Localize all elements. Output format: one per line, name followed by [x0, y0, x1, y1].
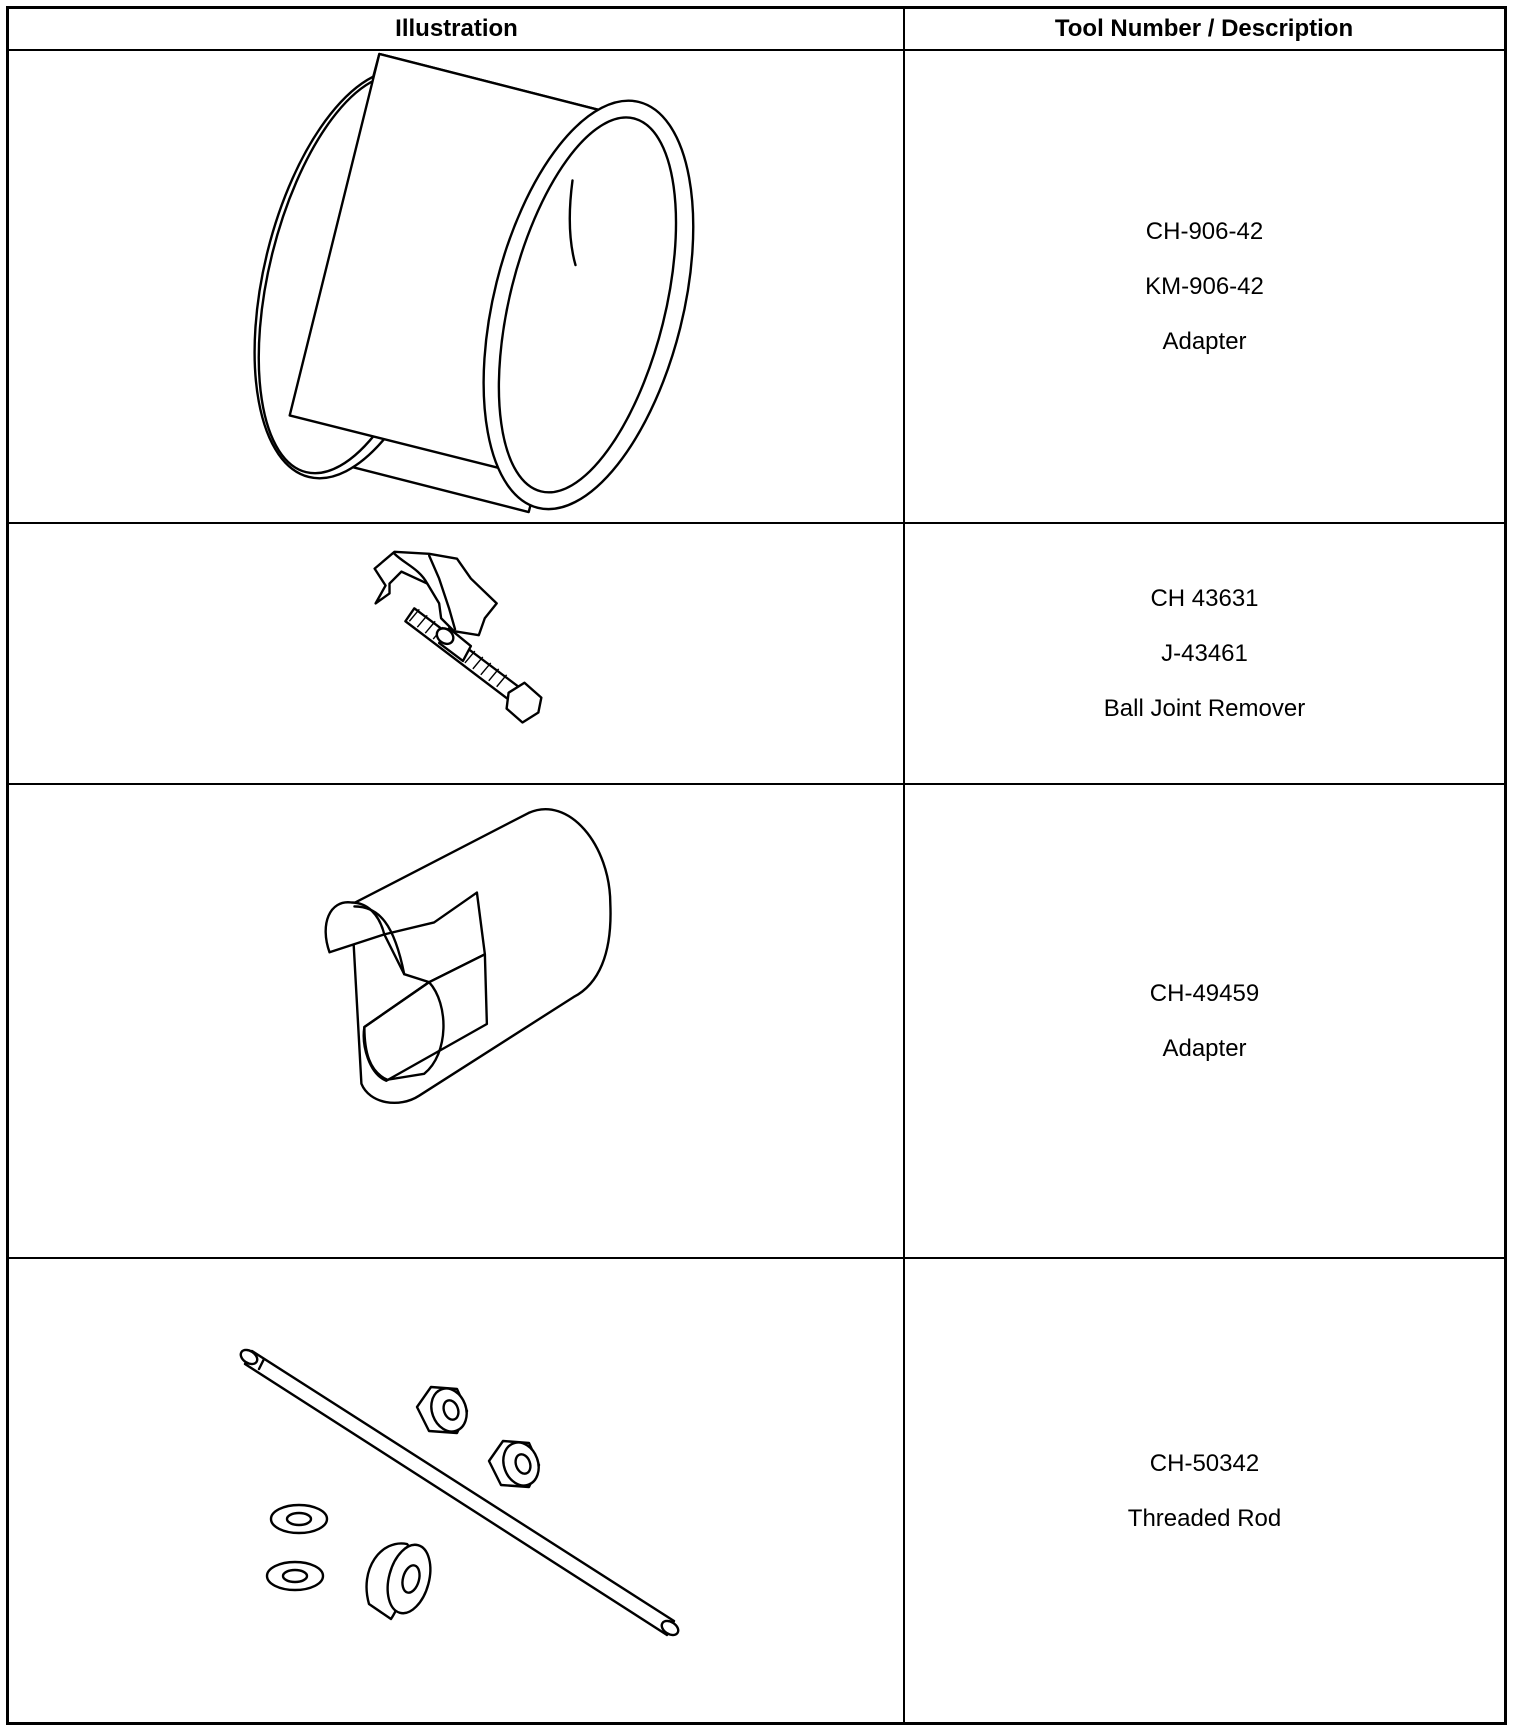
tool-number: KM-906-42	[1145, 273, 1264, 300]
tool-number: J-43461	[1161, 640, 1248, 667]
ball-joint-remover-illustration	[9, 524, 903, 783]
adapter-cylinder-illustration	[9, 51, 903, 522]
tool-description	[905, 524, 1504, 783]
header-tool-number-description: Tool Number / Description	[904, 9, 1504, 51]
tool-name: Threaded Rod	[1127, 1504, 1282, 1532]
tool-name: Adapter	[1162, 1035, 1247, 1062]
table-row	[9, 51, 1504, 524]
table-row	[9, 524, 1504, 785]
slotted-adapter-illustration	[9, 785, 903, 1257]
tool-name: Adapter	[1162, 328, 1247, 355]
tool-description	[905, 785, 1504, 1257]
threaded-rod-kit-illustration	[9, 1259, 903, 1722]
tool-number: CH 43631	[1150, 585, 1259, 612]
table-row	[9, 1259, 1504, 1722]
header-illustration: Illustration	[9, 9, 904, 51]
tool-number: CH-50342	[1149, 1449, 1260, 1477]
tool-number: CH-906-42	[1145, 218, 1264, 245]
table-row	[9, 785, 1504, 1259]
tool-description	[905, 1259, 1504, 1722]
tool-description	[905, 51, 1504, 522]
tool-name: Ball Joint Remover	[1103, 695, 1306, 722]
tool-number: CH-49459	[1149, 980, 1260, 1007]
tools-table	[6, 6, 1507, 1725]
